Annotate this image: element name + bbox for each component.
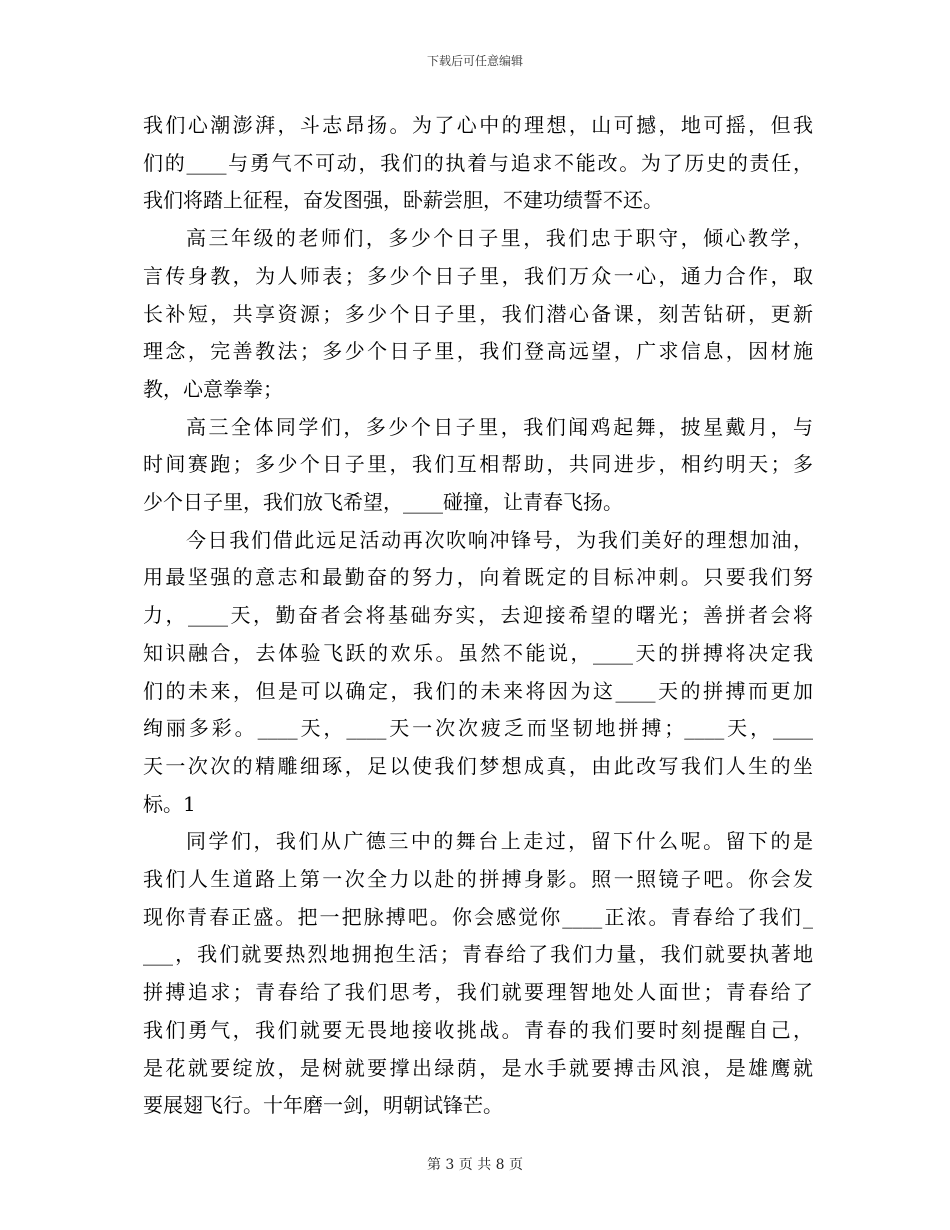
- text-line: 要展翅飞行。十年磨一剑，明朝试锋芒。: [143, 1093, 503, 1118]
- text-line: 绚丽多彩。____天，____天一次次疲乏而坚韧地拼搏；____天，____: [143, 716, 813, 741]
- text-line: 我们将踏上征程，奋发图强，卧薪尝胆，不建功绩誓不还。: [143, 188, 663, 213]
- text-line: 言传身教，为人师表；多少个日子里，我们万众一心，通力合作，取: [143, 263, 813, 288]
- text-line: 天一次次的精雕细琢，足以使我们梦想成真，由此改写我们人生的坐: [143, 753, 813, 778]
- text-line: 教，心意拳拳；: [143, 376, 283, 401]
- text-line: 高三年级的老师们，多少个日子里，我们忠于职守，倾心教学，: [186, 226, 813, 251]
- text-line: 拼搏追求；青春给了我们思考，我们就要理智地处人面世；青春给了: [143, 980, 813, 1005]
- body-text: [143, 107, 813, 1125]
- text-line: 时间赛跑；多少个日子里，我们互相帮助，共同进步，相约明天；多: [143, 452, 813, 477]
- text-line: 我们勇气，我们就要无畏地接收挑战。青春的我们要时刻提醒自己，: [143, 1017, 813, 1042]
- text-line: 长补短，共享资源；多少个日子里，我们潜心备课，刻苦钻研，更新: [143, 301, 813, 326]
- text-line: 同学们，我们从广德三中的舞台上走过，留下什么呢。留下的是: [186, 829, 813, 854]
- text-line: 用最坚强的意志和最勤奋的努力，向着既定的目标冲刺。只要我们努: [143, 565, 813, 590]
- text-line: 今日我们借此远足活动再次吹响冲锋号，为我们美好的理想加油，: [186, 527, 813, 552]
- text-line: 力，____天，勤奋者会将基础夯实，去迎接希望的曙光；善拼者会将: [143, 603, 813, 628]
- text-line: 现你青春正盛。把一把脉搏吧。你会感觉你____正浓。青春给了我们_: [143, 904, 813, 929]
- text-line: 我们人生道路上第一次全力以赴的拼搏身影。照一照镜子吧。你会发: [143, 867, 813, 892]
- page-header: 下载后可任意编辑: [426, 54, 523, 68]
- text-line: 高三全体同学们，多少个日子里，我们闻鸡起舞，披星戴月，与: [186, 414, 813, 439]
- text-line: 是花就要绽放，是树就要撑出绿荫，是水手就要搏击风浪，是雄鹰就: [143, 1055, 813, 1080]
- page-footer: 第 3 页 共 8 页: [426, 1157, 524, 1173]
- text-line: ___，我们就要热烈地拥抱生活；青春给了我们力量，我们就要执著地: [143, 942, 813, 967]
- text-line: 们的____与勇气不可动，我们的执着与追求不能改。为了历史的责任，: [143, 150, 813, 175]
- text-line: 我们心潮澎湃，斗志昂扬。为了心中的理想，山可撼，地可摇，但我: [143, 113, 813, 137]
- text-line: 少个日子里，我们放飞希望，____碰撞，让青春飞扬。: [143, 490, 623, 515]
- text-line: 知识融合，去体验飞跃的欢乐。虽然不能说，____天的拼搏将决定我: [143, 640, 813, 665]
- text-line: 标。1: [143, 791, 196, 816]
- text-line: 理念，完善教法；多少个日子里，我们登高远望，广求信息，因材施: [143, 339, 813, 364]
- text-line: 们的未来，但是可以确定，我们的未来将因为这____天的拼搏而更加: [143, 678, 813, 703]
